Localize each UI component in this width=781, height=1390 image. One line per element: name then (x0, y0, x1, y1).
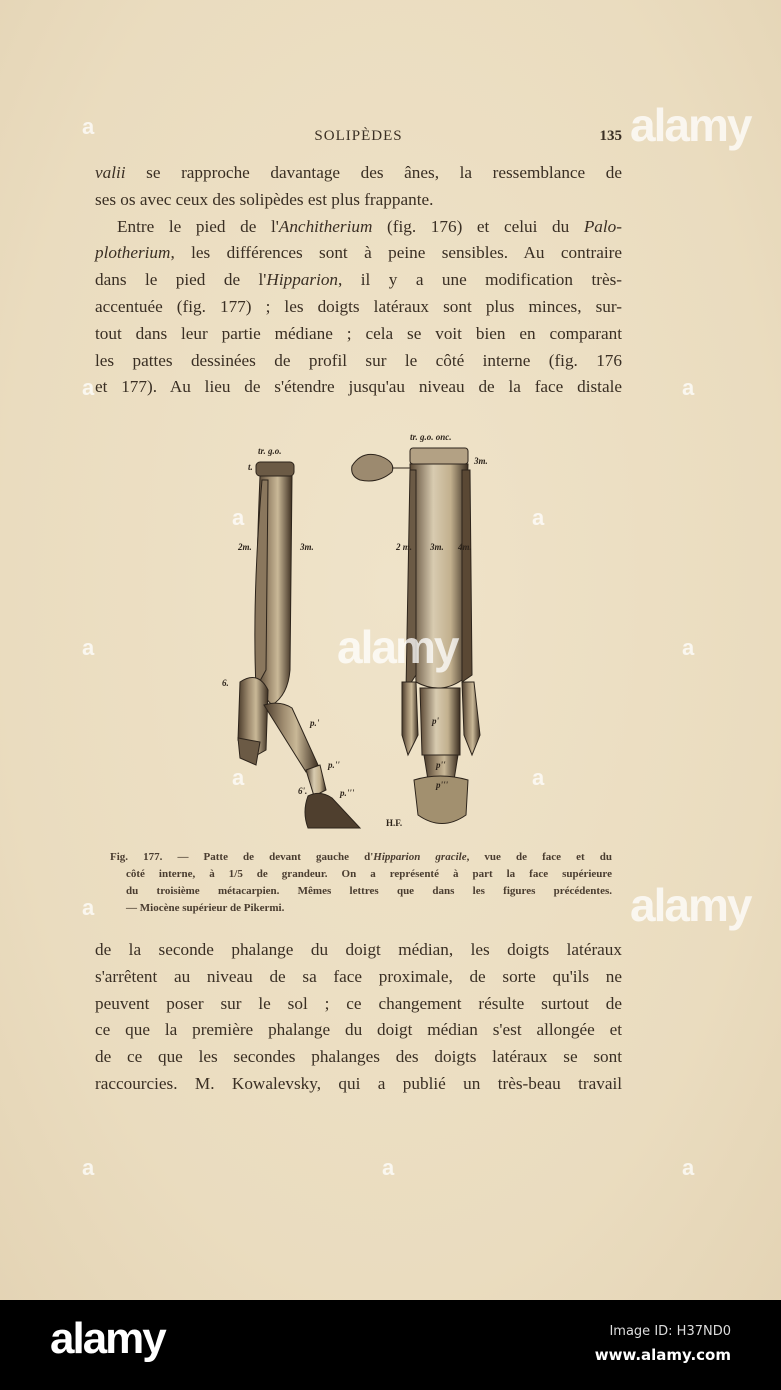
text-span: tout dans leur partie médiane ; cela se voit bien en comparant (95, 323, 622, 343)
watermark-logo: alamy (630, 879, 751, 931)
text-line (95, 374, 622, 401)
text-line (95, 160, 622, 187)
text-line (95, 187, 622, 214)
text-span: ce que la première phalange du doigt médian s'est allongée et (95, 1020, 622, 1040)
page-number: 135 (599, 128, 622, 144)
watermark-mark: a (682, 375, 695, 400)
text-line (110, 849, 612, 866)
text-span: Fig. 177. — Patte de devant gauche d' (110, 851, 374, 863)
text-line (95, 1044, 622, 1071)
watermark-mark: a (232, 505, 245, 530)
text-line (95, 321, 622, 348)
watermark-logo: alamy (337, 621, 458, 673)
text-line (95, 214, 622, 241)
label-6b: 6'. (298, 786, 308, 796)
watermark-mark: a (232, 765, 245, 790)
text-line (95, 1017, 622, 1044)
stock-footer-bar (0, 1300, 781, 1390)
label-right-p3: p''' (436, 780, 449, 790)
text-span: dans le pied de l' (95, 270, 267, 290)
text-span: peuvent poser sur le sol ; ce changement résulte surtout de (95, 993, 622, 1013)
text-span: — Miocène supérieur de Pikermi. (126, 902, 285, 914)
image-id: Image ID: H37ND0 (609, 1324, 731, 1339)
text-span: , vue de face et du (466, 851, 612, 863)
text-span: de ce que les secondes phalanges des doigts latéraux se sont (95, 1047, 622, 1067)
text-span: Entre le pied de l' (117, 216, 279, 236)
text-span: côté interne, à 1/5 de grandeur. On a représenté à part la face supérieure (126, 868, 612, 880)
label-3m: 3m. (300, 542, 314, 552)
text-span: se rapproche davantage des ânes, la ressemblance de (125, 163, 622, 182)
label-right-2m: 2 m. (396, 542, 413, 552)
label-p1: p.' (310, 718, 320, 728)
watermark-mark: a (682, 635, 695, 660)
text-span: (fig. 176) et celui du (372, 216, 584, 236)
italic-text: Hipparion (266, 270, 339, 290)
watermark-mark: a (82, 375, 95, 400)
text-span: , il y a une modification très- (338, 270, 622, 290)
italic-text: plotherium (95, 243, 171, 263)
text-line (95, 937, 622, 964)
text-line (95, 964, 622, 991)
italic-text: Palo- (583, 216, 622, 236)
text-span: raccourcies. M. Kowalevsky, qui a publié un très-beau travail (95, 1073, 622, 1093)
text-line (95, 267, 622, 294)
text-span: accentuée (fig. 177) ; les doigts latéraux sont plus minces, sur- (95, 296, 622, 316)
label-p3: p.''' (340, 788, 355, 798)
text-span: de la seconde phalange du doigt médian, les doigts latéraux (95, 940, 622, 959)
label-right-4m: 4m. (458, 542, 472, 552)
proximal-face (352, 454, 410, 481)
running-head (95, 128, 622, 148)
watermark-mark: a (682, 1155, 695, 1180)
watermark-mark: a (382, 1155, 395, 1180)
running-title: SOLIPÈDES (314, 128, 403, 144)
text-line (95, 1071, 622, 1098)
label-3m-top: 3m. (474, 456, 488, 466)
engraver-signature: H.F. (386, 818, 403, 828)
figure-caption (110, 849, 612, 917)
watermark-mark: a (82, 635, 95, 660)
label-right-3m: 3m. (430, 542, 444, 552)
text-line (110, 900, 612, 917)
label-tr-go: tr. g.o. (258, 446, 282, 456)
italic-text: valii (95, 163, 126, 182)
text-line (95, 240, 622, 267)
label-t: t. (248, 462, 253, 472)
text-line (110, 883, 612, 900)
italic-text: Hipparion gracile (373, 851, 467, 863)
watermark-mark: a (82, 1155, 95, 1180)
watermark-logo: alamy (630, 99, 751, 151)
text-line (95, 294, 622, 321)
text-span: du troisième métacarpien. Mêmes lettres que dans les figures précédentes. (126, 885, 612, 897)
site-url: www.alamy.com (594, 1346, 731, 1364)
text-span: , les différences sont à peine sensibles. Au contraire (170, 243, 622, 263)
label-right-p2: p'' (436, 760, 446, 770)
label-right-p1: p' (432, 716, 440, 726)
watermark-mark: a (532, 505, 545, 530)
watermark-mark: a (82, 895, 95, 920)
text-line (95, 348, 622, 375)
text-span: les pattes dessinées de profil sur le côté interne (fig. 176 (95, 350, 622, 370)
watermark-mark: a (532, 765, 545, 790)
text-line (110, 866, 612, 883)
label-tr-go-onc: tr. g.o. onc. (410, 432, 452, 442)
label-6: 6. (222, 678, 229, 688)
paragraph-bottom (95, 937, 622, 1098)
label-p2: p.'' (328, 760, 340, 770)
paragraph-top (95, 160, 622, 401)
text-line (95, 991, 622, 1018)
label-2m: 2m. (238, 542, 252, 552)
watermark-mark: a (82, 114, 95, 139)
text-span: ses os avec ceux des solipèdes est plus frappante. (95, 189, 434, 209)
alamy-logo: alamy (50, 1314, 165, 1363)
text-span: et 177). Au lieu de s'étendre jusqu'au niveau de la face distale (95, 377, 622, 397)
italic-text: Anchitherium (278, 216, 373, 236)
text-span: s'arrêtent au niveau de sa face proximale, de sorte qu'ils ne (95, 966, 622, 986)
